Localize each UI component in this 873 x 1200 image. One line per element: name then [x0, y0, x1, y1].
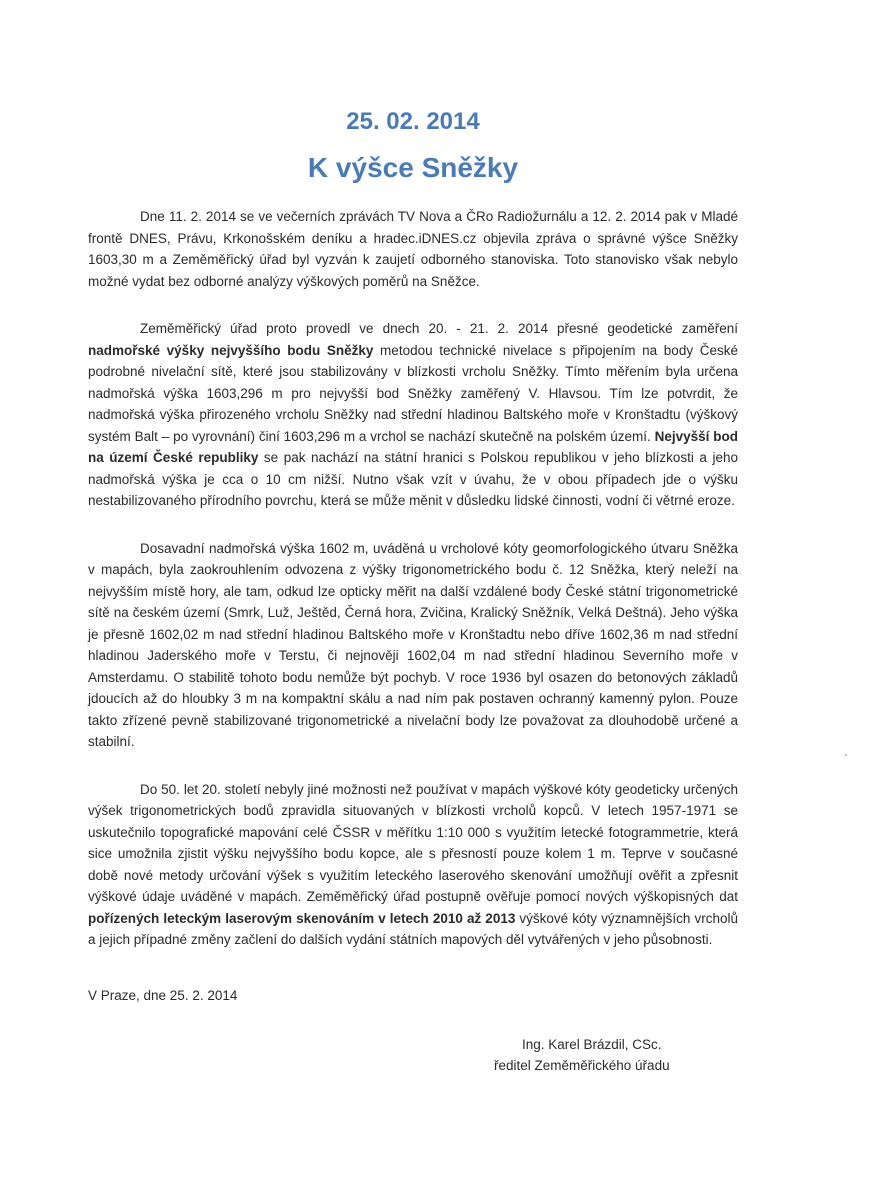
document-body — [88, 206, 738, 977]
paragraph-3 — [88, 538, 738, 753]
document-title: K výšce Sněžky — [307, 152, 519, 183]
place-and-date: V Praze, dne 25. 2. 2014 — [88, 988, 238, 1003]
signature-block — [494, 1034, 670, 1076]
paragraph-4 — [88, 779, 738, 951]
bold-text: pořízených leteckým laserovým skenováním v letech 2010 až 2013 — [88, 910, 516, 926]
scan-speck — [845, 754, 847, 756]
text-run: Dosavadní nadmořská výška 1602 m, uváděná u vrcholové kóty geomorfologického útvaru Sněžka v mapách, byla zaokrouhlením odvozena z výšky trigonometrického bodu č. 12 Sněžka, který neleží na nejvyšším místě hory, ale tam, odkud lze opticky měřit na další vzdálené body České státní trigonometrické sítě na českém území (Smrk, Luž, Ještěd, Černá hora, Zvičina, Kralický Sněžník, Velká Deštná). Jeho výška je přesně 1602,02 m nad střední hladinou Baltského moře v Kronštadtu nebo dříve 1602,36 m nad střední hladinou Jaderského moře v Terstu, či nejnověji 1602,04 m nad střední hladinou Severního moře v Amsterdamu. O stabilitě tohoto bodu nemůže být pochyb. V roce 1936 byl osazen do betonových základů jdoucích až do hloubky 3 m na kompaktní skálu a nad ním pak postaven ochranný kamenný pylon. Pouze takto zřízené pevně stabilizované trigonometrické a nivelační body lze považovat za dlouhodobě určené a stabilní. — [88, 540, 738, 749]
signatory-name: Ing. Karel Brázdil, CSc. — [522, 1037, 662, 1052]
signatory-title: ředitel Zeměměřického úřadu — [494, 1058, 670, 1073]
text-run: výškové kóty významnějších vrcholů a jejich případné změny začlení do dalších vydání státních mapových děl vytvářených v jeho působnosti. — [88, 910, 738, 947]
text-run: Zeměměřický úřad proto provedl ve dnech 20. - 21. 2. 2014 přesné geodetické zaměření — [140, 321, 738, 336]
text-run: se pak nachází na státní hranici s Polskou republikou v jeho blízkosti a jeho nadmořská výška je cca o 10 cm nižší. Nutno však vzít v úvahu, že v obou případech jde o výšku nestabilizovaného přírodního povrchu, která se může měnit v důsledku lidské činnosti, vodní či větrné eroze. — [88, 450, 738, 508]
text-run: Dne 11. 2. 2014 se ve večerních zprávách TV Nova a ČRo Radiožurnálu a 12. 2. 2014 pak v Mladé frontě DNES, Právu, Krkonošském deníku a hradec.iDNES.cz objevila zpráva o správné výšce Sněžky 1603,30 m a Zeměměřický úřad byl vyzván k zaujetí odborného stanoviska. Toto stanovisko však nebylo možné vydat bez odborné analýzy výškových poměrů na Sněžce. — [88, 209, 738, 289]
paragraph-1 — [88, 206, 738, 292]
bold-text: Nejvyšší bod na území České republiky — [88, 428, 739, 465]
text-run: metodou technické nivelace s připojením na body České podrobné nivelační sítě, které jsou stabilizovány v blízkosti vrcholu Sněžky. Tímto měřením byla určena nadmořská výška 1603,296 m pro nejvyšší bod Sněžky zaměřený V. Hlavsou. Tím lze potvrdit, že nadmořská výška přirozeného vrcholu Sněžky nad střední hladinou Baltského moře v Kronštadtu (výškový systém Balt – po vyrovnání) činí 1603,296 m a vrchol se nachází skutečně na polském území. — [88, 342, 738, 444]
document-date: 25. 02. 2014 — [346, 108, 480, 135]
bold-text: nadmořské výšky nejvyššího bodu Sněžky — [88, 342, 374, 358]
text-run: Do 50. let 20. století nebyly jiné možnosti než používat v mapách výškové kóty geodeticky určených výšek trigonometrických bodů zpravidla situovaných v blízkosti vrcholů kopců. V letech 1957-1971 se uskutečnilo topografické mapování celé ČSSR v měřítku 1:10 000 s využitím letecké fotogrammetrie, která sice umožnila zjistit výšku nejvyššího bodu kopce, ale s přesností pouze kolem 1 m. Teprve v současné době nové metody určování výšek s využitím leteckého laserového skenování umožňují ověřit a zpřesnit výškové údaje uváděné v mapách. Zeměměřický úřad postupně ověřuje pomocí nových výškopisných dat — [88, 781, 738, 904]
paragraph-2 — [88, 318, 738, 512]
